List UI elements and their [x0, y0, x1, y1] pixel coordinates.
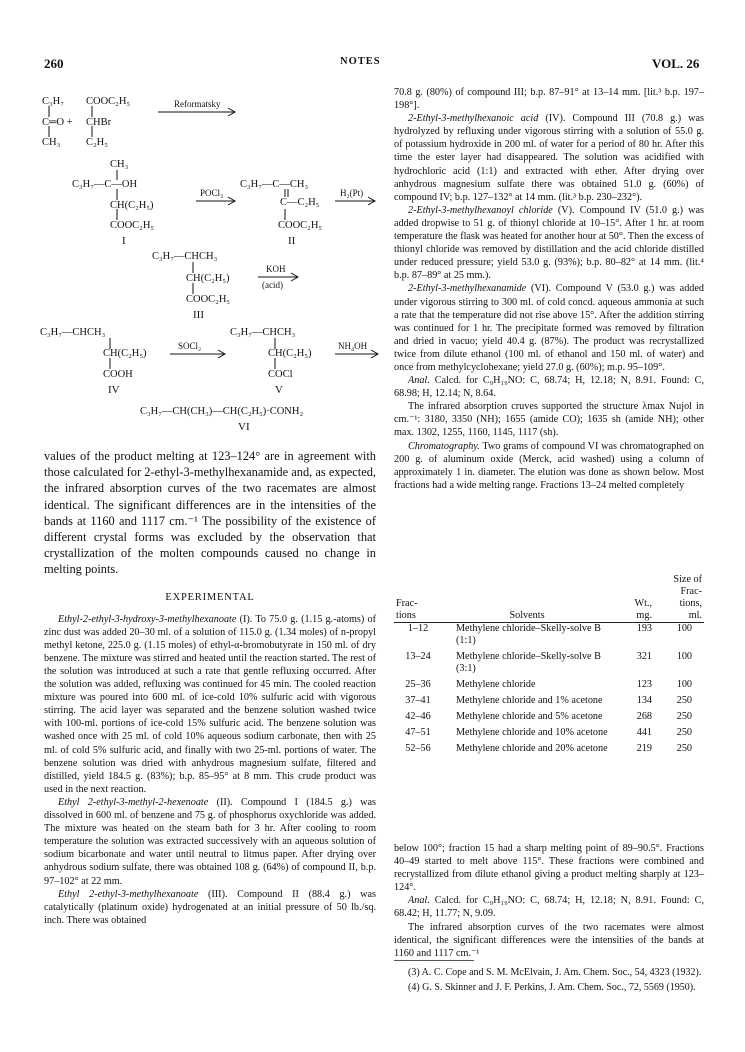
cell-size: 250 [676, 743, 692, 754]
cell-size: 100 [676, 679, 692, 690]
cell-fractions: 13–24 [405, 651, 431, 662]
compound-iii-core: C₃H₇—CHCH₃ [152, 251, 218, 262]
journal-section: NOTES [340, 56, 381, 67]
volume-label: VOL. 26 [652, 56, 700, 71]
compound-v-ethylmethine: CH(C₂H₅) [268, 348, 312, 359]
cell-solvent: Methylene chloride [456, 679, 536, 690]
procedure-title: Ethyl 2-ethyl-3-methyl-2-hexenoate [58, 796, 209, 808]
yield-paragraph: 70.8 g. (80%) of compound III; b.p. 87–91° at 13–14 mm. [lit.³ b.p. 197–198°]. [394, 87, 704, 112]
cell-fractions: 1–12 [407, 623, 429, 634]
chromatography-title: Chromatography. [408, 440, 480, 452]
procedure-compound-iv [394, 112, 704, 204]
header-fractions-line2: tions [396, 610, 416, 621]
cell-solvent: Methylene chloride and 10% acetone [456, 727, 608, 738]
procedure-title: 2-Ethyl-3-methylhexanamide [408, 283, 527, 295]
melting-paragraph: below 100°; fraction 15 had a sharp melting point of 89–90.5°. Fractions 40–49 started to melt above 115°. These fractions were combined and recrystallized from dilute ethanol giving a product melting sharply at 123–124°. [394, 843, 704, 894]
ester-group: COOC₂H₅ [86, 96, 131, 107]
cell-fractions: 37–41 [405, 695, 431, 706]
compound-label-iv: IV [108, 384, 120, 396]
compound-label-i: I [122, 235, 126, 247]
discussion-paragraph: values of the product melting at 123–124° are in agreement with those calculated for 2-ethyl-3-methylhexanamide and, as expected, the infrared absorption curves of the two racemates are almost identical. The significant differences are in the intensities of the bands at 1160 and 1117 cm.⁻¹ The possibility of the existence of different crystal forms was excluded by the observation that crystallization of the molten compounds caused no change in melting points. [44, 449, 376, 577]
header-size-line3: tions, [679, 598, 702, 609]
header-weight-line2: mg. [636, 610, 652, 621]
compound-i-methyl: CH₃ [110, 159, 129, 170]
analysis-text: Calcd. for C₉H₁₉NO: C, 68.74; H, 12.18; N, 8.91. Found: C, 68.98; H, 12.14; N, 8.64. [394, 375, 704, 400]
procedure-compound-ii [44, 796, 376, 888]
compound-iii-ester: COOC₂H₅ [186, 294, 231, 305]
procedure-title: Ethyl-2-ethyl-3-hydroxy-3-methylhexanoate [58, 613, 237, 625]
header-solvents: Solvents [509, 610, 545, 621]
footnotes [394, 966, 704, 996]
procedure-title: 2-Ethyl-3-methylhexanoic acid [408, 113, 539, 125]
header-fractions-line1: Frac- [396, 598, 418, 609]
procedure-compound-iii [44, 888, 376, 927]
compound-v-chloride: COCl [268, 369, 293, 380]
cell-fractions: 47–51 [405, 727, 431, 738]
procedure-compound-i [44, 613, 376, 796]
cell-fractions: 52–56 [405, 743, 431, 754]
procedure-text: (IV). Compound III (70.8 g.) was hydrolyzed by refluxing under vigorous stirring with a solution of 55.0 g. of potassium hydroxide in 200 ml. of water for a period of 80 hr. After this time the ester layer had disappeared. The solution was acidified with hydrochloric acid (1:1) and extracted with ether. After drying over anhydrous magnesium sulfate there was obtained 51.0 g. (60%) of compound IV; b.p. 127–132° at 14 mm. (lit.³ b.p. 230–232°). [394, 113, 704, 203]
cell-size: 250 [676, 711, 692, 722]
cell-solvent: Methylene chloride and 1% acetone [456, 695, 603, 706]
compound-label-vi: VI [238, 421, 250, 433]
header-weight [612, 574, 654, 623]
analysis-title: Anal. [408, 895, 430, 907]
table-row [394, 679, 704, 695]
cell-size: 250 [676, 727, 692, 738]
analysis-text: Calcd. for C₉H₁₉NO: C, 68.74; H, 12.18; N, 8.91. Found: C, 68.42; H, 11.77; N, 9.09. [394, 895, 704, 920]
right-column-top [394, 86, 704, 492]
reagent-socl2: SOCl₂ [178, 341, 202, 351]
compound-v-core: C₃H₇—CHCH₃ [230, 327, 296, 338]
compound-label-v: V [275, 384, 283, 396]
procedure-text: (I). To 75.0 g. (1.15 g.-atoms) of zinc dust was added 20–30 ml. of a solution of 115.0 g. (1.34 moles) of n-propyl methyl ketone, 225.0 g. (1.15 moles) of ethyl-α-bromobutyrate in 150 ml. of dry benzene. The mixture was stirred and heated until the reaction started. The rest of the solution was introduced at such a rate that gentle refluxing occurred. After the solution was added, refluxing was continued for 45 min. The cooled reaction mixture was poured into 600 ml. of ice-cold 10% sulfuric acid with vigorous stirring. The acid layer was separated and the benzene solution washed twice with 100-ml. portions of ice-cold 15% sulfuric acid. The benzene solution was washed once with 25 ml. of cold 10% aqueous sodium carbonate, then with 25 ml. of cold 5% sulfuric acid, and finally with two 25-ml. portions of water. The benzene solution was dried with anhydrous magnesium sulfate, filtered and distilled, yield 184.5 g. (83%); b.p. 85–95° at 8 mm. This crude product was used in the next reaction. [44, 613, 377, 795]
section-heading-experimental: EXPERIMENTAL [165, 591, 255, 603]
compound-ii-core: C₃H₇—C—CH₃ [240, 179, 309, 190]
compound-label-iii: III [193, 309, 204, 321]
table-row [394, 727, 704, 743]
bromo-carbon: CHBr [86, 117, 112, 128]
analysis-paragraph [394, 374, 704, 400]
reagent-reformatsky: Reformatsky [174, 99, 221, 109]
chromatography-text: Two grams of compound VI was chromatographed on 200 g. of aluminum oxide (Merck, acid washed) using a column of approximately 1 in. diameter. The elution was done as shown below. Most fractions had a wide melting range. Fractions 13–24 melted completely [394, 440, 704, 491]
compound-i-ethylmethine: CH(C₂H₅) [110, 200, 154, 211]
procedure-text: (II). Compound I (184.5 g.) was dissolved in 600 ml. of benzene and 75 g. of phosphorus oxychloride was added. The mixture was heated on the steam bath for 3 hr. After cooling to room temperature the solution was extracted successively with an aqueous solution of sodium bicarbonate and water until neutral to litmus paper. After drying over anhydrous sodium sulfate, there was obtained 108 g. (64%) of compound II, b.p. 97–102° at 22 mm. [44, 796, 376, 887]
reagent-koh: KOH [266, 264, 286, 274]
infrared-comparison-paragraph: The infrared absorption curves of the two racemates were almost identical, the significant differences were the intensities of the bands at 1160 and 1117 cm.⁻¹ [394, 921, 704, 959]
compound-i-core: C₃H₇—C—OH [72, 179, 138, 190]
cell-weight: 134 [636, 695, 652, 706]
table-row [394, 695, 704, 711]
compound-i-ester: COOC₂H₅ [110, 220, 155, 231]
procedure-title: Ethyl 2-ethyl-3-methylhexanoate [58, 888, 199, 900]
compound-vi-formula: C₃H₇—CH(CH₃)—CH(C₂H₅)·CONH₂ [140, 406, 304, 417]
cell-weight: 441 [636, 727, 652, 738]
cell-weight: 321 [636, 651, 652, 662]
table-row [394, 623, 704, 652]
reagent-h2pt: H₂(Pt) [340, 188, 364, 198]
footnote-3: (3) A. C. Cope and S. M. McElvain, J. Am. Chem. Soc., 54, 4323 (1932). [408, 967, 702, 978]
compound-iv-core: C₃H₇—CHCH₃ [40, 327, 106, 338]
compound-ii-vinyl: C—C₂H₅ [280, 197, 320, 208]
procedure-compound-v [394, 204, 704, 283]
header-fraction-size [654, 574, 704, 623]
reagent-pocl3: POCl₃ [200, 188, 224, 198]
cell-solvent: Methylene chloride and 5% acetone [456, 711, 603, 722]
cell-solvent: Methylene chloride and 20% acetone [456, 743, 608, 754]
reaction-scheme [40, 88, 380, 448]
ketone-carbonyl: C═O + [42, 117, 73, 128]
chromatography-paragraph [394, 440, 704, 492]
header-size-line4: ml. [688, 610, 702, 621]
analysis-title: Anal. [408, 375, 430, 387]
cell-weight: 268 [636, 711, 652, 722]
compound-iv-acid: COOH [103, 369, 133, 380]
ethyl-group: C₂H₅ [86, 137, 108, 148]
cell-solvent: Methylene chloride–Skelly-solve B (3:1) [456, 651, 601, 674]
cell-size: 250 [676, 695, 692, 706]
procedure-text: (VI). Compound V (53.0 g.) was added under vigorous stirring to 300 ml. of cold concd. aqueous ammonia at such a rate that the temperature did not rise above 15°. After the addition stirring was continued for 1 hr. The precipitate formed was removed by filtration and dried in vacuo; yield 40.4 g. (87%). The product was recrystallized twice from dilute ethanol (100 ml. of ethanol and 150 ml. of water) and once from methylcyclohexane; yield 27.0 g. (60%); m.p. 95–109°. [394, 283, 704, 373]
second-analysis-paragraph [394, 894, 704, 920]
fractions-table-wrapper [394, 574, 704, 759]
cell-fractions: 25–36 [405, 679, 431, 690]
left-column [44, 448, 376, 927]
compound-iii-ethylmethine: CH(C₂H₅) [186, 273, 230, 284]
cell-solvent: Methylene chloride–Skelly-solve B (1:1) [456, 623, 601, 646]
cell-fractions: 42–46 [405, 711, 431, 722]
header-size-line1: Size of [673, 574, 702, 585]
table-row [394, 743, 704, 759]
footnote-4: (4) G. S. Skinner and J. F. Perkins, J. Am. Chem. Soc., 72, 5569 (1950). [408, 982, 696, 993]
reagent-acid: (acid) [262, 280, 283, 290]
header-size-line2: Frac- [680, 586, 702, 597]
compound-label-ii: II [288, 235, 296, 247]
right-column-bottom [394, 842, 704, 960]
compound-iv-ethylmethine: CH(C₂H₅) [103, 348, 147, 359]
page-number: 260 [44, 56, 64, 71]
propyl-group: C₃H₇ [42, 96, 64, 107]
procedure-title: 2-Ethyl-3-methylhexanoyl chloride [408, 204, 553, 216]
procedure-text: (V). Compound IV (51.0 g.) was added dropwise to 51 g. of thionyl chloride at 10–15°. After 1 hr. at room temperature the flask was heated for another hour at 50°. Then the excess of thionyl chloride was removed by distillation and the acid chloride distilled under reduced pressure; yield 53.0 g. (93%); b.p. 80–82° at 14 mm. (lit.⁴ b.p. 87–89° at 25 mm.). [394, 204, 704, 282]
cell-size: 100 [676, 623, 692, 634]
table-row [394, 711, 704, 727]
cell-weight: 193 [636, 623, 652, 634]
table-row [394, 651, 704, 679]
reagent-nh4oh: NH₄OH [338, 341, 368, 351]
compound-ii-ester: COOC₂H₅ [278, 220, 323, 231]
infrared-paragraph: The infrared absorption cruves supported the structure λmax Nujol in cm.⁻¹: 3180, 3350 (NH); 1655 (amide CO); 1635 sh (amide NH); other max. 1302, 1255, 1160, 1145, 1117 (sh). [394, 401, 704, 439]
header-weight-line1: Wt., [634, 598, 652, 609]
cell-weight: 123 [636, 679, 652, 690]
procedure-compound-vi [394, 282, 704, 374]
header-fractions [394, 574, 442, 623]
footnote-rule [394, 960, 474, 961]
procedure-text: (III). Compound II (88.4 g.) was catalytically (platinum oxide) hydrogenated at an initial pressure of 50 lb./sq. inch. There was obtained [44, 888, 376, 926]
methyl-group: CH₃ [42, 137, 61, 148]
fractions-table [394, 574, 704, 759]
cell-weight: 219 [636, 743, 652, 754]
cell-size: 100 [676, 651, 692, 662]
